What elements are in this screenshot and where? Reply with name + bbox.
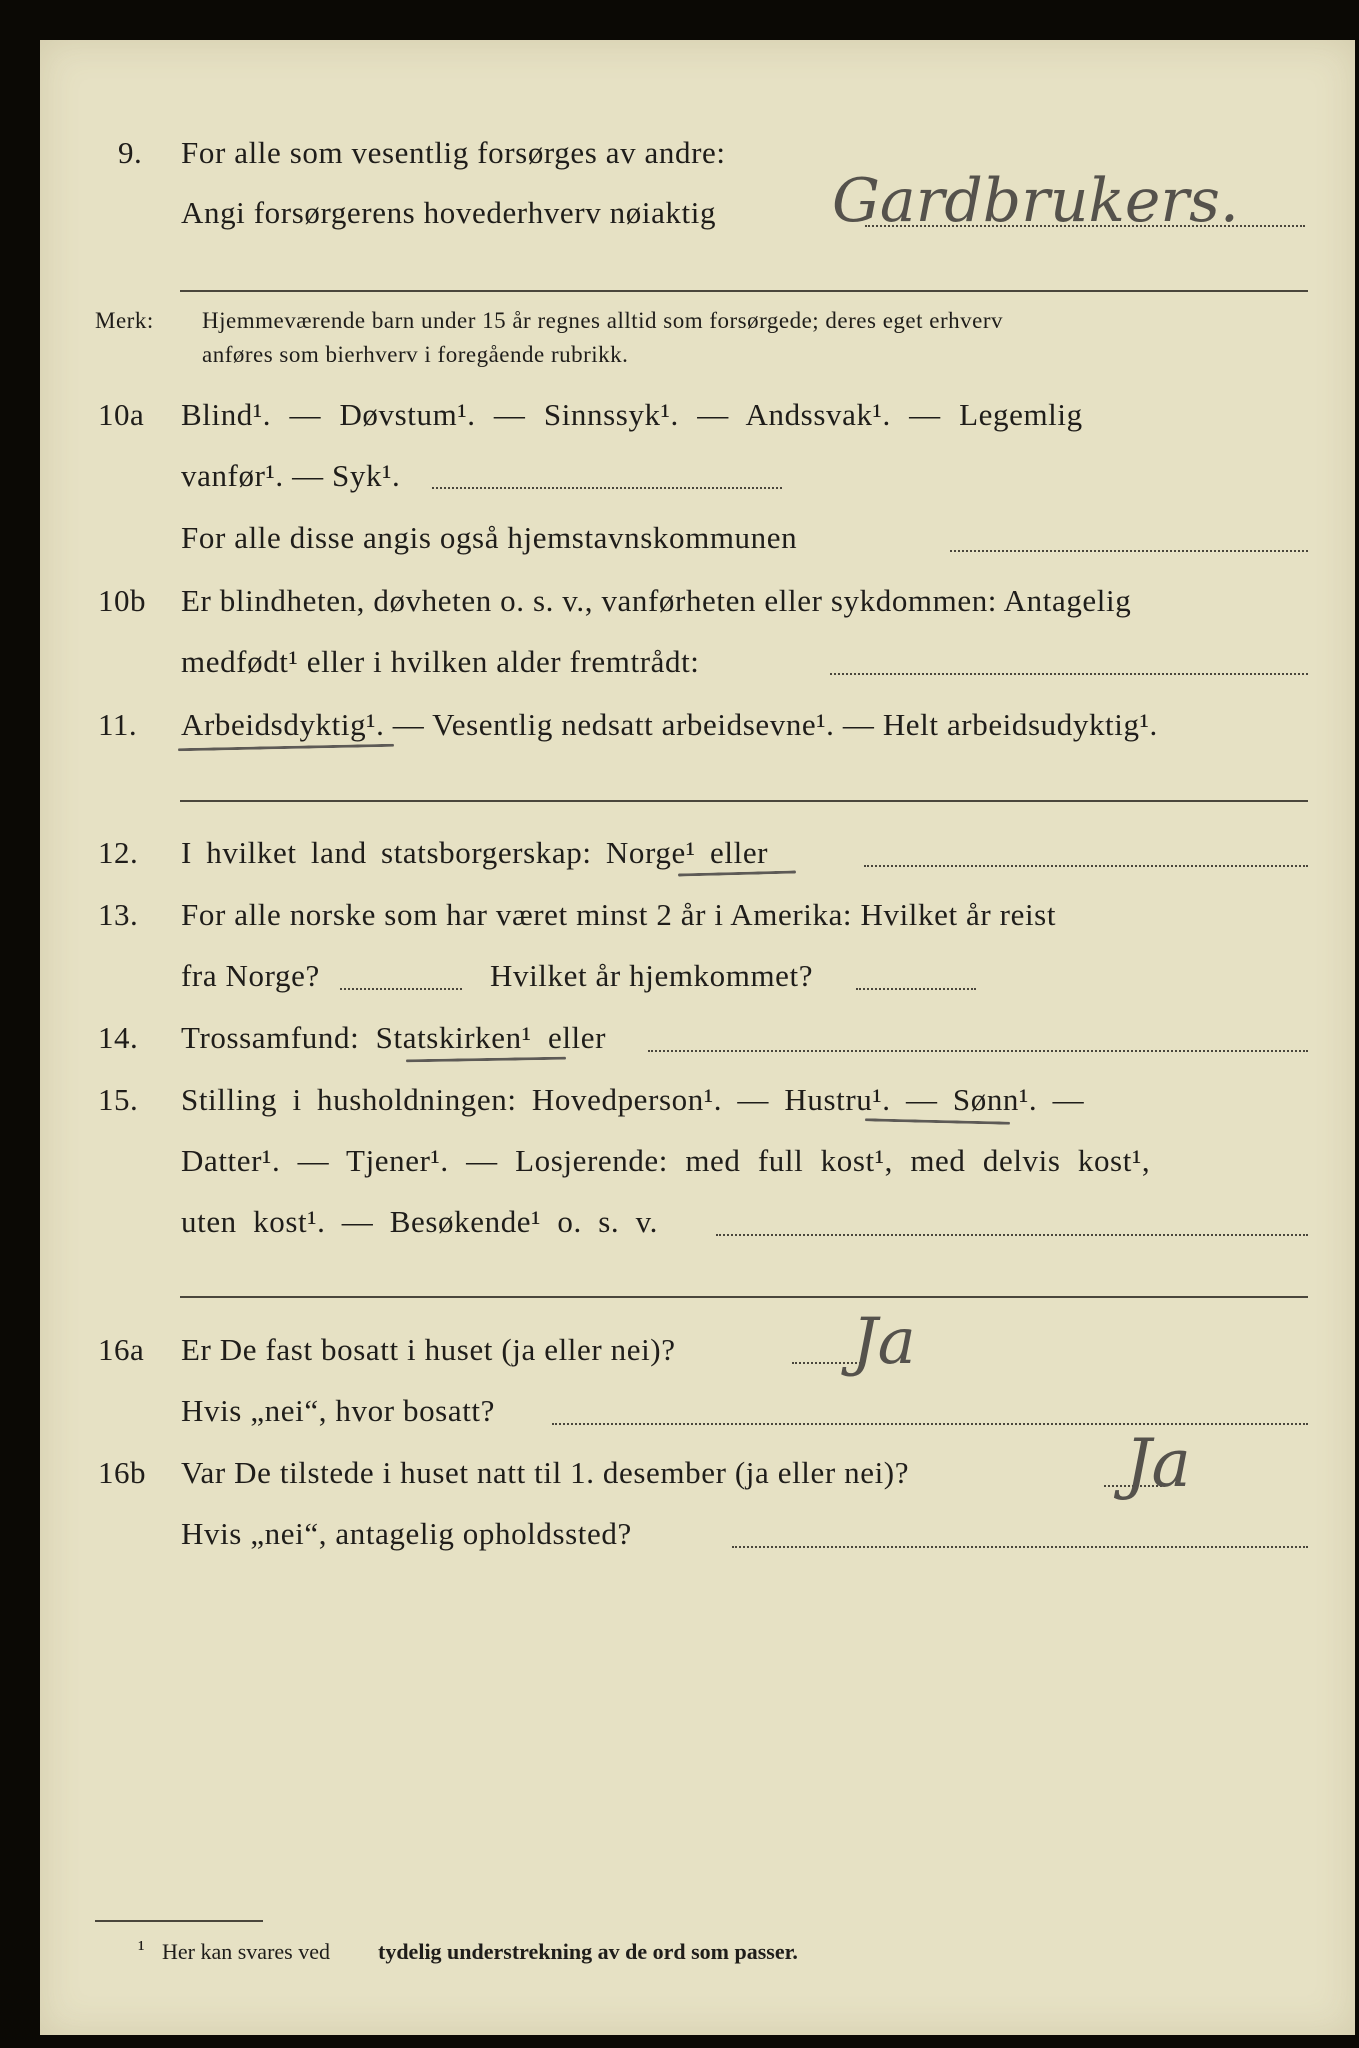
q15-line2: Datter¹. — Tjener¹. — Losjerende: med full kost¹, med delvis kost¹, [181,1143,1151,1178]
q12-answer-line [864,865,1308,867]
q10a-line2: vanfør¹. — Syk¹. [181,458,401,493]
footnote-text-bold [378,1939,798,1965]
q16a-bosatt-answer-line [552,1423,1308,1425]
q15-line1: Stilling i husholdningen: Hovedperson¹. — Hustru¹. — Sønn¹. — [181,1082,1085,1117]
q9-extra-line [180,290,1308,292]
q14-number: 14. [98,1020,139,1055]
q11-line1: Arbeidsdyktig¹. — Vesentlig nedsatt arbeidsevne¹. — Helt arbeidsudyktig¹. [181,707,1158,742]
q11-number: 11. [98,707,138,742]
q12-number: 12. [98,835,139,870]
q10a-line3: For alle disse angis også hjemstavnskommunen [181,520,798,555]
q11-arbeidsdyktig-underline [178,744,394,752]
merk-line2: anføres som bierhverv i foregående rubrikk. [202,342,629,367]
q16b-number: 16b [98,1455,146,1490]
q16a-handwritten-answer: Ja [852,1305,916,1379]
q14-line1: Trossamfund: Statskirken¹ eller [181,1020,607,1055]
footnote-separator [95,1920,263,1922]
q10b-line2: medfødt¹ eller i hvilken alder fremtrådt: [181,644,700,679]
q10b-line1: Er blindheten, døvheten o. s. v., vanførheten eller sykdommen: Antagelig [181,583,1132,618]
q9-number: 9. [118,135,143,170]
q10b-answer-line [830,673,1308,675]
merk-label: Merk: [95,308,154,333]
q10a-number: 10a [98,397,145,432]
census-form-page [40,40,1355,2035]
footnote-text-plain: Her kan svares ved [162,1939,330,1964]
q10b-number: 10b [98,583,146,618]
merk-line1: Hjemmeværende barn under 15 år regnes alltid som forsørgede; deres eget erhverv [202,308,1003,333]
q9-line2: Angi forsørgerens hovederhverv nøiaktig [181,195,717,230]
q13-line2a: fra Norge? [181,958,320,993]
q16b-line1: Var De tilstede i huset natt til 1. desember (ja eller nei)? [181,1455,910,1490]
q11-extra-line [180,800,1308,802]
q14-answer-line [648,1050,1308,1052]
q16b-handwritten-answer: Ja [1125,1425,1191,1502]
footnote-mark: ¹ [138,1936,145,1961]
q9-handwritten-answer: Gardbrukers. [832,166,1239,236]
q16b-line2: Hvis „nei“, antagelig opholdssted? [181,1516,632,1551]
q12-norge-underline [678,870,796,876]
q15-number: 15. [98,1082,139,1117]
q16a-line1: Er De fast bosatt i huset (ja eller nei)? [181,1332,676,1367]
q13-line2b: Hvilket år hjemkommet? [490,958,814,993]
q16a-line2: Hvis „nei“, hvor bosatt? [181,1393,495,1428]
q14-statskirken-underline [406,1057,566,1063]
q13-line1: For alle norske som har været minst 2 år i Amerika: Hvilket år reist [181,897,1057,932]
q13-hjemkommet-answer-line [856,988,976,990]
q10a-syk-answer-line [432,487,782,489]
q10a-line1: Blind¹. — Døvstum¹. — Sinnssyk¹. — Andssvak¹. — Legemlig [181,397,1083,432]
footnote-bold-phrase: tydelig understrekning av de ord som passer. [378,1939,798,1964]
q16a-number: 16a [98,1332,145,1367]
q15-hustru-underline [865,1118,1010,1125]
q9-line1: For alle som vesentlig forsørges av andre: [181,135,726,170]
q15-extra-line [180,1296,1308,1298]
q13-number: 13. [98,897,139,932]
q13-reist-answer-line [340,988,462,990]
q12-line1: I hvilket land statsborgerskap: Norge¹ eller [181,835,769,870]
q15-line3: uten kost¹. — Besøkende¹ o. s. v. [181,1204,659,1239]
q10a-kommune-answer-line [950,550,1308,552]
q16b-opholdssted-answer-line [732,1546,1308,1548]
q15-answer-line [716,1234,1308,1236]
